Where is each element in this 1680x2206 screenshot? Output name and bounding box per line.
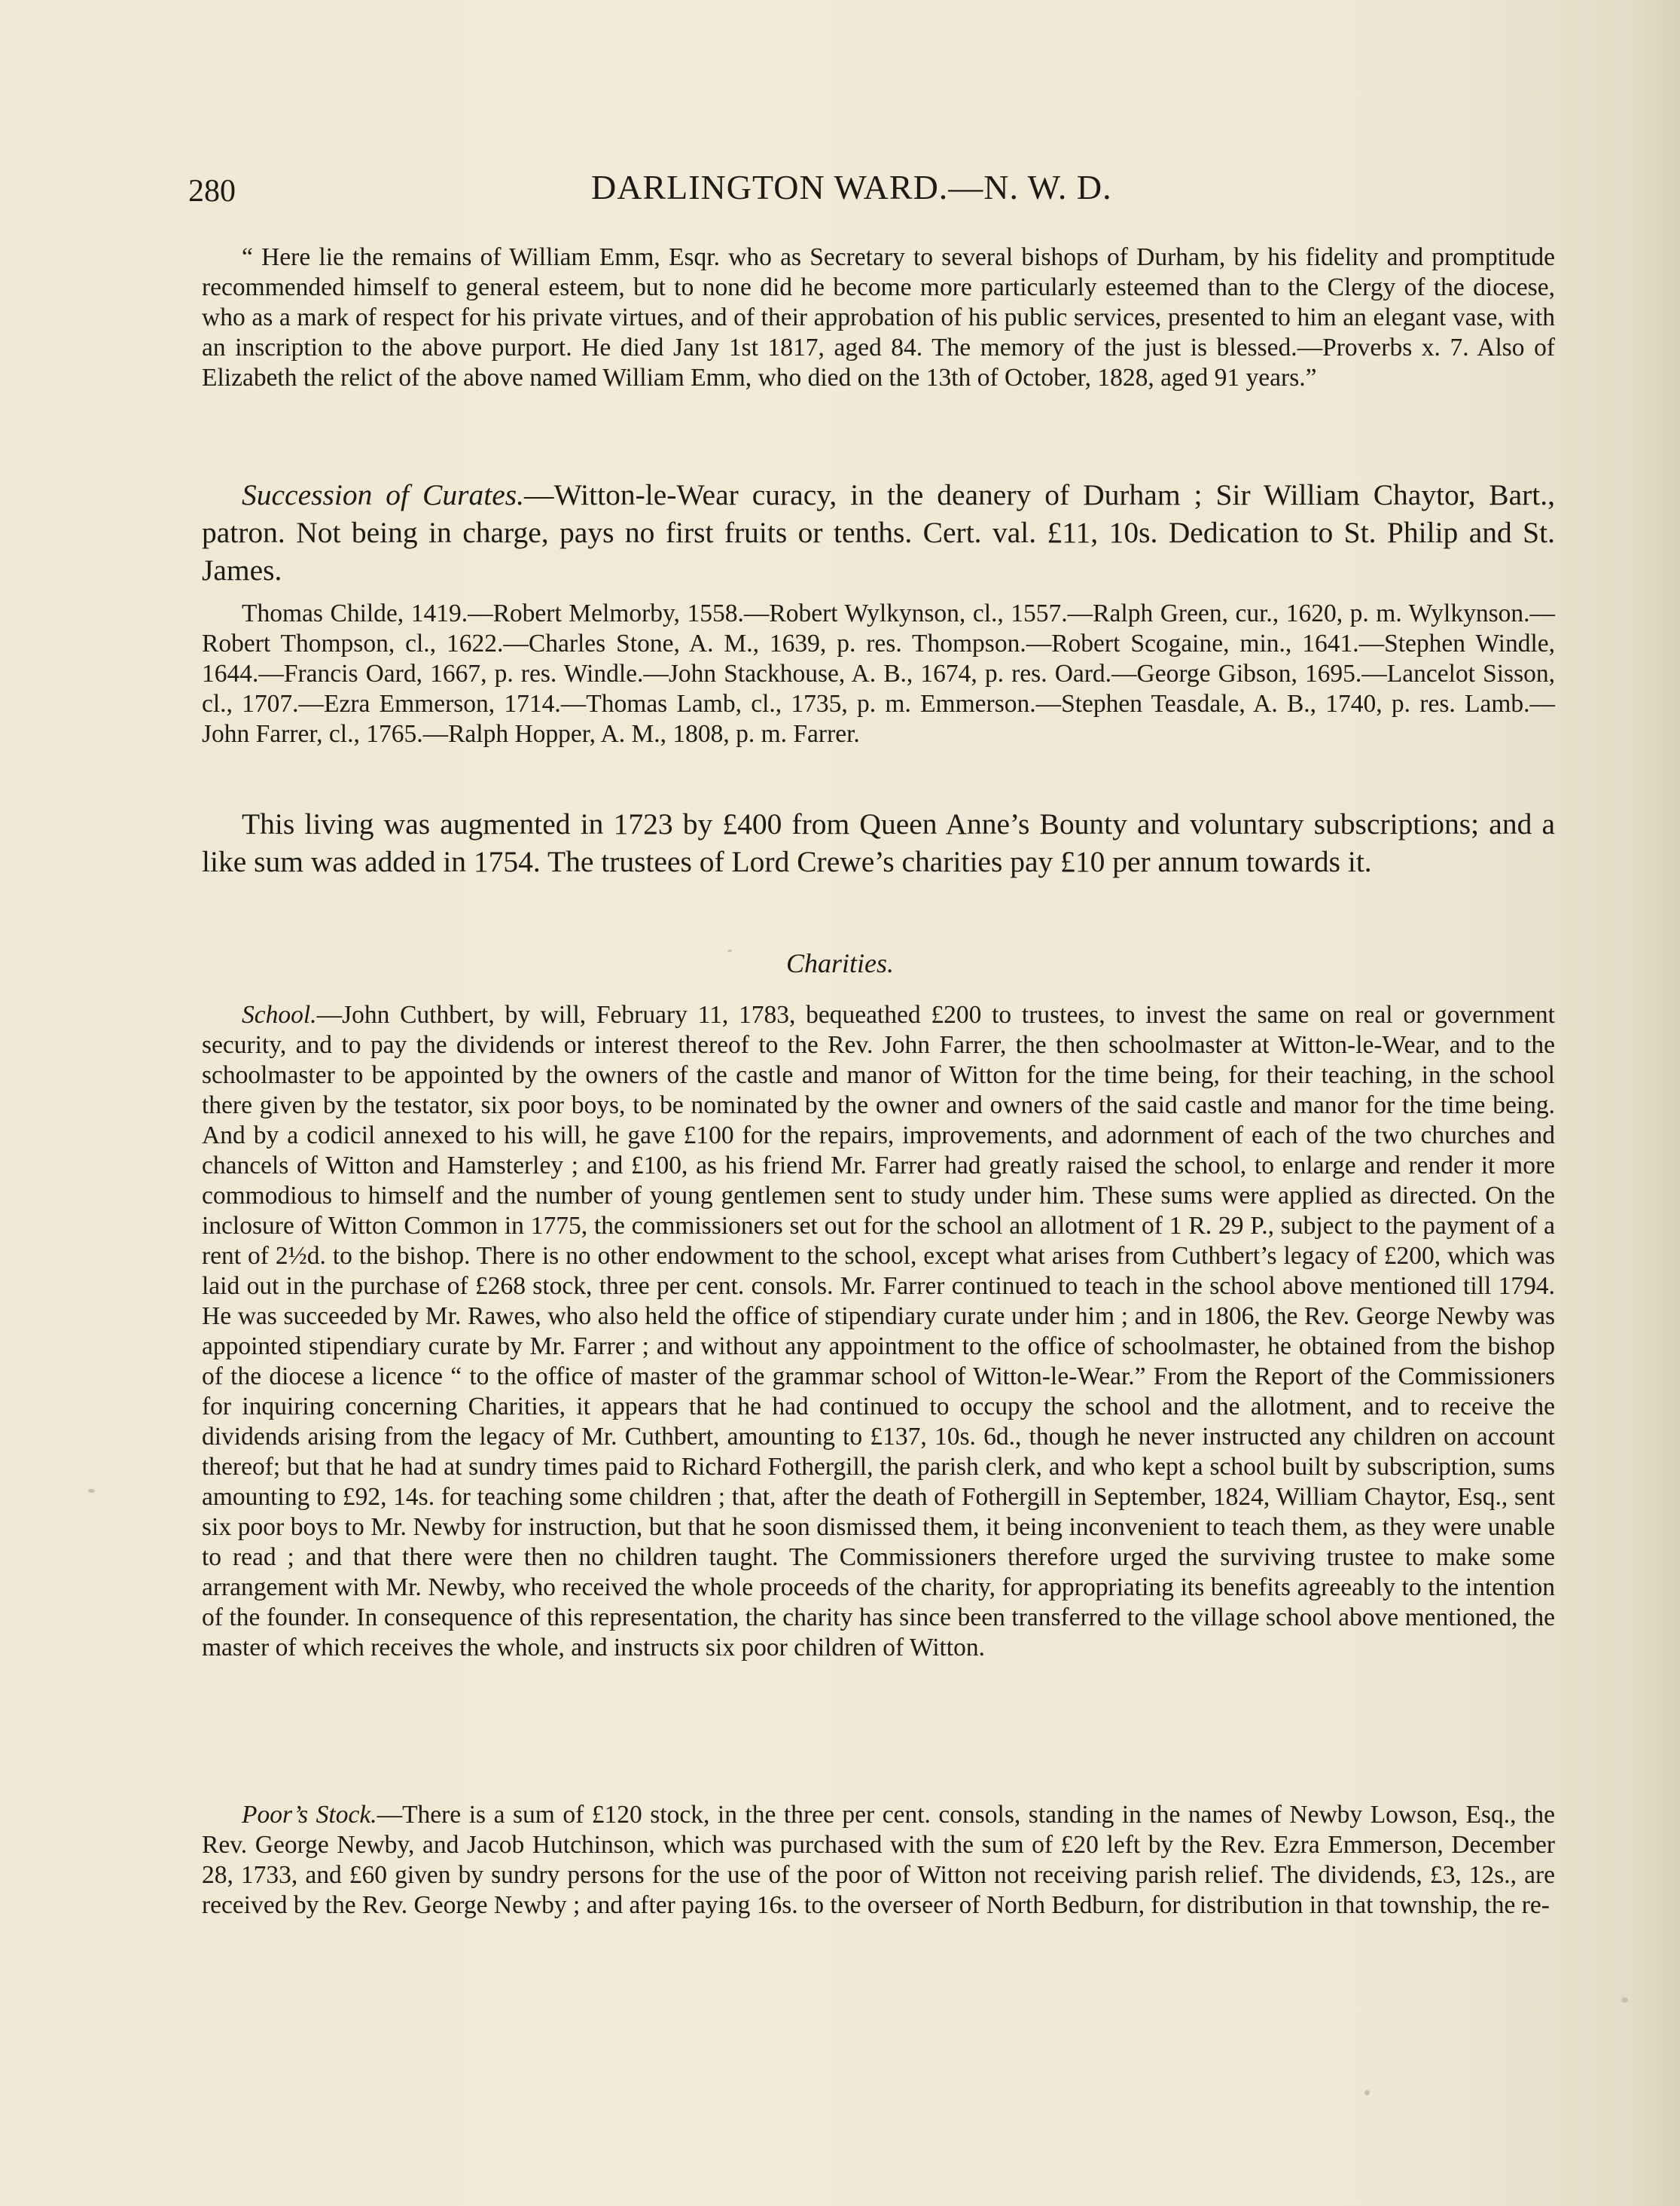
school-text: —John Cuthbert, by will, February 11, 1783, bequeathed £200 to trustees, to invest the same on real or government security, and to pay the dividends or interest thereof to the Rev. John Farrer, the then schoolmaster at Witton-le-Wear, and to the schoolmaster to be appointed by the owners of the castle and manor of Witton for the time being, for their teaching, in the school there given by the testator, six poor boys, to be nominated by the owner and owners of the said castle and manor for the time being. And by a codicil annexed to his will, he gave £100 for the repairs, improvements, and adornment of each of the two churches and chancels of Witton and Hamsterley ; and £100, as his friend Mr. Farrer had greatly raised the school, to enlarge and render it more commodious to himself and the number of young gentlemen sent to study under him. These sums were applied as directed. On the inclosure of Witton Common in 1775, the commissioners set out for the school an allotment of 1 R. 29 P., subject to the payment of a rent of 2½d. to the bishop. There is no other endowment to the school, except what arises from Cuthbert’s legacy of £200, which was laid out in the purchase of £268 stock, three per cent. consols. Mr. Farrer continued to teach in the school above mentioned till 1794. He was succeeded by Mr. Rawes, who also held the office of stipendiary curate under him ; and in 1806, the Rev. George Newby was appointed stipendiary curate by Mr. Farrer ; and without any appointment to the office of schoolmaster, he obtained from the bishop of the diocese a licence “ to the office of master of the grammar school of Witton-le-Wear.” From the Report of the Commissioners for inquiring concerning Charities, it appears that he had continued to occupy the school and the allotment, and to receive the dividends arising from the legacy of Mr. Cuthbert, amounting to £137, 10s. 6d., though he never instructed any children on account thereof; but that he had at sundry times paid to Richard Fothergill, the parish clerk, and who kept a school built by subscription, sums amounting to £92, 14s. for teaching some children ; that, after the death of Fothergill in September, 1824, William Chaytor, Esq., sent six poor boys to Mr. Newby for instruction, but that he soon dismissed them, it being inconvenient to teach them, as they were unable to read ; and that there were then no children taught. The Commissioners therefore urged the surviving trustee to make some arrangement with Mr. Newby, who received the whole proceeds of the charity, for appropriating its benefits agreeably to the intention of the founder. In consequence of this representation, the charity has since been transferred to the village school above mentioned, the master of which receives the whole, and instructs six poor children of Witton. xyxy=(202,1001,1555,1661)
poors-stock-block xyxy=(202,1800,1555,1921)
school-paragraph xyxy=(202,1000,1555,1663)
page-header xyxy=(188,167,1544,212)
school-label: School. xyxy=(242,1001,317,1029)
succession-heading: Succession of Curates. xyxy=(242,478,524,511)
charities-heading: Charities. xyxy=(785,948,894,978)
poors-stock-label: Poor’s Stock. xyxy=(242,1801,377,1829)
paper-speck xyxy=(1364,2090,1370,2095)
curates-text: Thomas Childe, 1419.—Robert Melmorby, 1558.—Robert Wylkynson, cl., 1557.—Ralph Green, cur., 1620, p. m. Wylkynson.—Robert Thompson, cl., 1622.—Charles Stone, A. M., 1639, p. res. Thompson.—Robert Scogaine, min., 1641.—Stephen Windle, 1644.—Francis Oard, 1667, p. res. Windle.—John Stackhouse, A. B., 1674, p. res. Oard.—George Gibson, 1695.—Lancelot Sisson, cl., 1707.—Ezra Emmerson, 1714.—Thomas Lamb, cl., 1735, p. m. Emmerson.—Stephen Teasdale, A. B., 1740, p. res. Lamb.—John Farrer, cl., 1765.—Ralph Hopper, A. M., 1808, p. m. Farrer. xyxy=(202,600,1555,748)
paper-speck xyxy=(88,1489,95,1493)
paper-speck xyxy=(727,950,732,952)
epitaph-text: “ Here lie the remains of William Emm, Esqr. who as Secretary to several bishops of Durham, by his fidelity and promptitude recommended himself to general esteem, but to none did he become more particularly esteemed than to the Clergy of the diocese, who as a mark of respect for his private virtues, and of their approbation of his public services, presented to him an elegant vase, with an inscription to the above purport. He died Jany 1st 1817, aged 84. The memory of the just is blessed.—Proverbs x. 7. Also of Elizabeth the relict of the above named William Emm, who died on the 13th of October, 1828, aged 91 years.” xyxy=(202,243,1555,392)
succession-block xyxy=(202,476,1555,589)
paper-speck xyxy=(1621,1997,1628,2003)
school-block xyxy=(202,1000,1555,1663)
succession-paragraph xyxy=(202,476,1555,589)
augmentation-text: This living was augmented in 1723 by £400 from Queen Anne’s Bounty and voluntary subscriptions; and a like sum was added in 1754. The trustees of Lord Crewe’s charities pay £10 per annum towards it. xyxy=(202,807,1555,878)
augmentation-paragraph xyxy=(202,805,1555,880)
poors-stock-paragraph xyxy=(202,1800,1555,1921)
running-title: DARLINGTON WARD.—N. W. D. xyxy=(591,168,1112,206)
curates-list-paragraph xyxy=(202,599,1555,749)
epitaph-paragraph xyxy=(202,243,1555,393)
page-number: 280 xyxy=(188,174,236,209)
succession-text: —Witton-le-Wear curacy, in the deanery of Durham ; Sir William Chaytor, Bart., patron. Not being in charge, pays no first fruits or tenths. Cert. val. £11, 10s. Dedication to St. Philip and St. James. xyxy=(202,478,1555,587)
poors-stock-text: —There is a sum of £120 stock, in the three per cent. consols, standing in the names of Newby Lowson, Esq., the Rev. George Newby, and Jacob Hutchinson, which was purchased with the sum of £20 left by the Rev. Ezra Emmerson, December 28, 1733, and £60 given by sundry persons for the use of the poor of Witton not receiving parish relief. The dividends, £3, 12s., are received by the Rev. George Newby ; and after paying 16s. to the overseer of North Bedburn, for distribution in that township, the re- xyxy=(202,1801,1555,1919)
